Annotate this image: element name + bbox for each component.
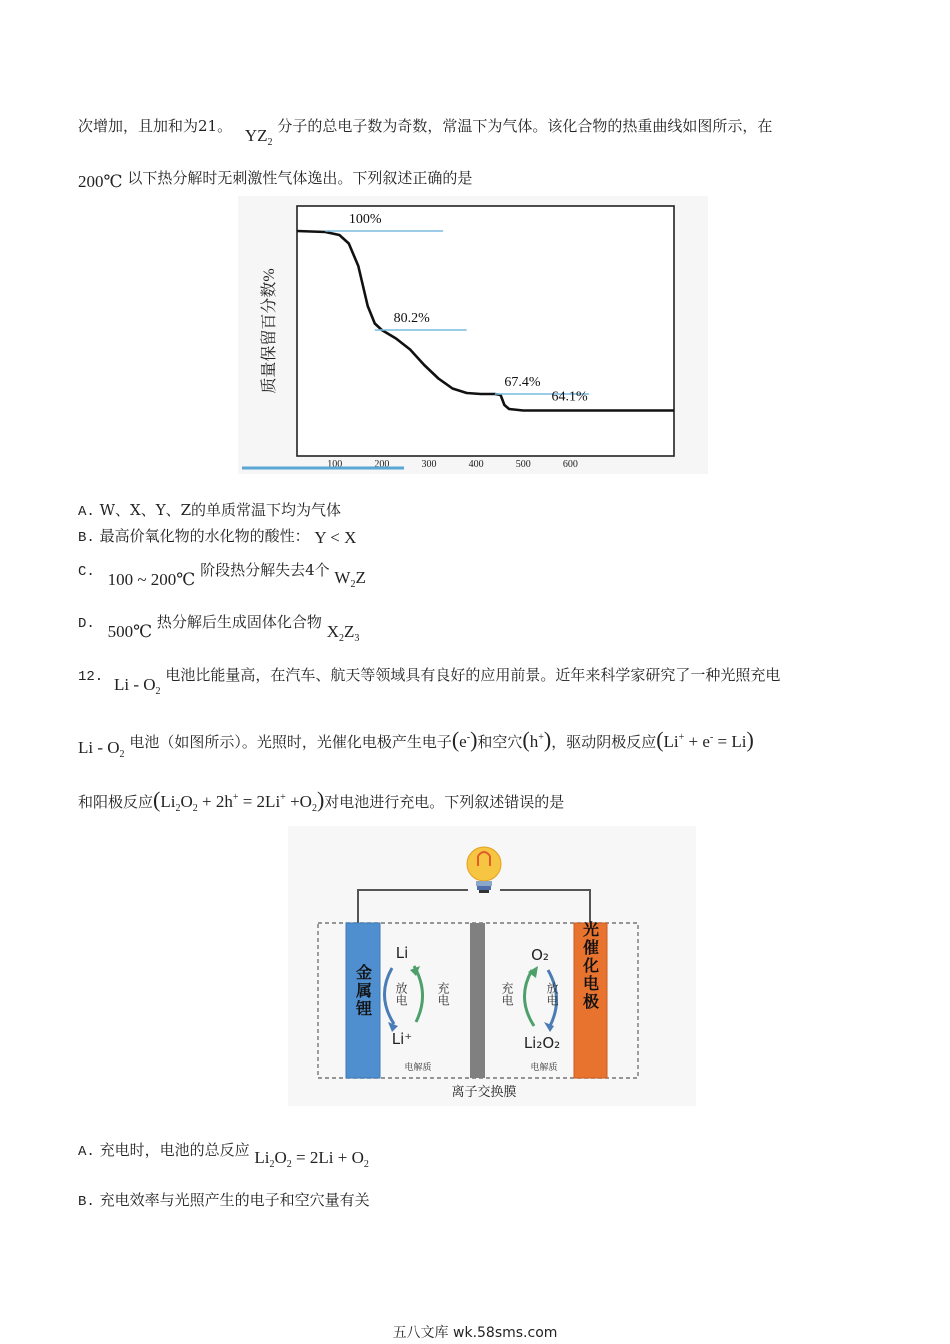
q12-line1: 12. Li - $O_2$ 电池比能量高，在汽车、航天等领域具有良好的应用前景。近年来科学家研究了一种光照充电 <box>78 666 781 697</box>
q12-line3: 和阳极反应$(Li_2O_2 + 2h^+ = 2Li^+ +O_2)$对电池进行充电。下列叙述错误的是 <box>78 787 565 814</box>
thermogravimetric-chart <box>238 196 708 474</box>
y-axis-label: 质量保留百分数% <box>261 268 278 394</box>
annotation-label-0: 100% <box>348 212 382 227</box>
annotation-label-1: 80.2% <box>393 311 430 326</box>
q11-intro-line1: 次增加，且加和为21。 $YZ_2$ 分子的总电子数为奇数，常温下为气体。该化合物的热重曲线如图所示，在 <box>78 117 773 148</box>
chart-plot-frame <box>297 206 674 456</box>
left-discharge-label: 放电 <box>394 982 408 1006</box>
annotation-label-2: 67.4% <box>504 375 541 390</box>
right-o2-label: O₂ <box>531 946 549 964</box>
x-tick-label-400: 400 <box>468 459 484 470</box>
page-footer: 五八文库 wk.58sms.com <box>392 1325 558 1341</box>
q11-intro-line2: 200℃ 以下热分解时无刺激性气体逸出。下列叙述正确的是 <box>78 169 473 191</box>
x-tick-label-100: 100 <box>327 459 343 470</box>
right-electrode-label: 光催化电极 <box>580 921 600 1011</box>
left-charge-label: 充电 <box>436 982 450 1006</box>
membrane-caption: 离子交换膜 <box>451 1085 517 1100</box>
right-discharge-label: 放电 <box>545 982 559 1006</box>
left-li-label: Li <box>395 944 409 962</box>
right-charge-label: 充电 <box>500 982 514 1006</box>
right-electrolyte-label: 电解质 <box>530 1063 558 1073</box>
q11-option-d: D. 500℃ 热分解后生成固体化合物 $X_2Z_3$ <box>78 613 360 644</box>
q11-option-c: C. 100 ~ 200℃ 阶段热分解失去4个 $W_2Z$ <box>78 561 366 590</box>
right-li2o2-label: Li₂O₂ <box>523 1034 561 1052</box>
left-li-plus-label: Li⁺ <box>391 1030 413 1048</box>
q12-option-b: B. 充电效率与光照产生的电子和空穴量有关 <box>78 1191 370 1210</box>
li-o2-battery-diagram <box>288 826 696 1106</box>
x-tick-label-600: 600 <box>562 459 578 470</box>
x-tick-label-300: 300 <box>421 459 437 470</box>
q11-option-b: B. 最高价氧化物的水化物的酸性： Y < X <box>78 527 357 547</box>
x-tick-label-500: 500 <box>515 459 531 470</box>
q11-option-a: A. W、X、Y、Z的单质常温下均为气体 <box>78 501 342 520</box>
left-electrode-label: 金属锂 <box>353 964 373 1018</box>
x-tick-label-200: 200 <box>374 459 390 470</box>
ion-exchange-membrane <box>470 923 485 1078</box>
q12-option-a: A. 充电时，电池的总反应 $Li_2O_2 = 2Li + O_2$ <box>78 1141 369 1170</box>
left-electrolyte-label: 电解质 <box>404 1063 432 1073</box>
annotation-label-3: 64.1% <box>551 389 588 405</box>
q12-line2: Li - $O_2$ 电池（如图所示）。光照时，光催化电极产生电子(e-)和空穴(h+)，驱动阴极反应(Li+ + e- = Li) <box>78 727 754 760</box>
